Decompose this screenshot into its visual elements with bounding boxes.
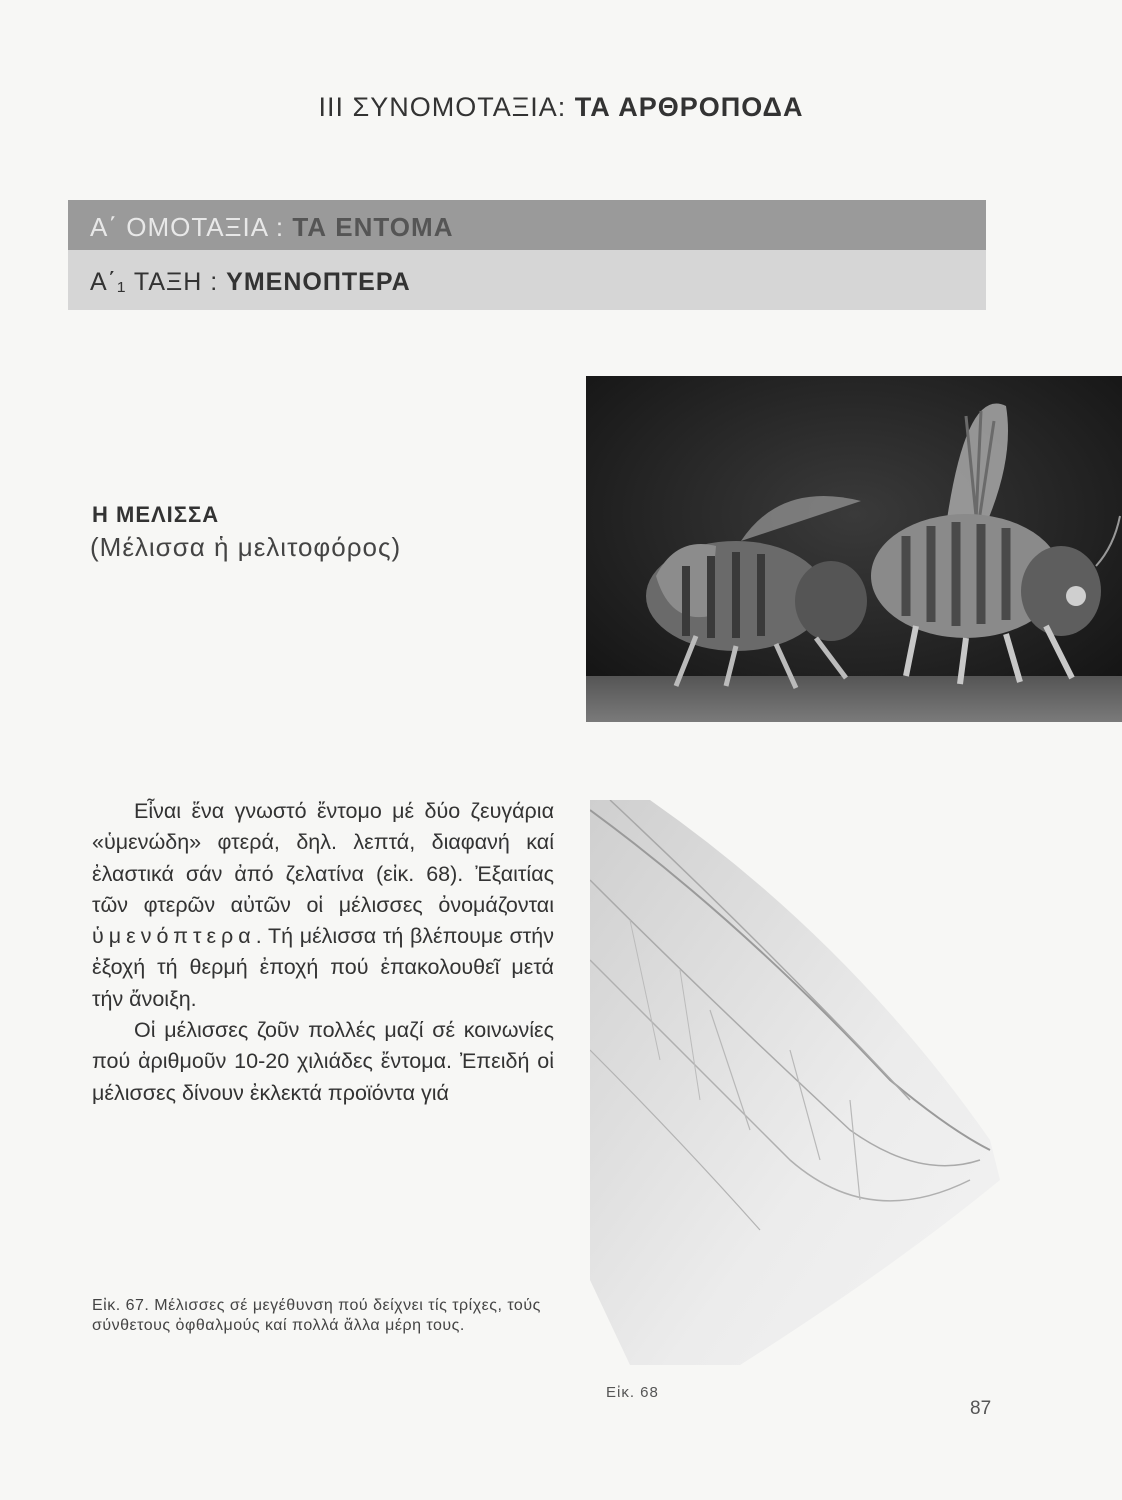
class-heading-bold: ΤΑ ΕΝΤΟΜΑ [292, 212, 454, 242]
paragraph-2: Οἱ μέλισσες ζοῦν πολλές μαζί σέ κοινωνίες πού ἀριθμοῦν 10-20 χιλιάδες ἔντομα. Ἐπειδή οἱ μέλισσες δίνουν ἐκλεκτά προϊόντα γιά [92, 1018, 554, 1105]
chapter-title-lead: III ΣΥΝΟΜΟΤΑΞΙΑ: [318, 92, 575, 122]
paragraph-1-spaced-term: ὑμενόπτερα [92, 924, 256, 949]
order-heading-lead: Α΄₁ ΤΑΞΗ : [90, 268, 227, 296]
wing-photo-illustration [590, 800, 1010, 1365]
order-heading [90, 268, 411, 297]
class-heading [90, 212, 453, 243]
page-number: 87 [970, 1398, 992, 1419]
paragraph-1-part-a: Εἶναι ἕνα γνωστό ἔντομο μέ δύο ζευγάρια «ὑμενώδη» φτερά, δηλ. λεπτά, διαφανή καί ἐλαστικά σάν ἀπό ζελατίνα (εἰκ. 68). Ἐξαιτίας τῶν φτερῶν αὐτῶν οἱ μέλισσες ὀνομάζονται [92, 799, 554, 917]
paragraph-1-part-b: . Τή μέλισσα τή βλέπουμε στήν ἐξοχή τή θερμή ἐποχή πού ἐπακολουθεῖ μετά τήν ἄνοιξη. [92, 924, 554, 1011]
species-name: Η ΜΕΛΙΣΣΑ [92, 502, 220, 527]
chapter-title [0, 92, 1122, 123]
class-heading-lead: Α΄ ΟΜΟΤΑΞΙΑ : [90, 212, 293, 242]
wing-photo [590, 800, 1010, 1365]
bees-photo-illustration [586, 376, 1122, 722]
species-scientific-name: (Μέλισσα ἡ μελιτοφόρος) [90, 532, 402, 562]
figure-67-caption: Εἰκ. 67. Μέλισσες σέ μεγέθυνση πού δείχνει τίς τρίχες, τούς σύνθετους ὀφθαλμούς καί πολλά ἄλλα μέρη τους. [92, 1297, 541, 1334]
bees-photo [586, 376, 1122, 722]
order-heading-bold: ΥΜΕΝΟΠΤΕΡΑ [226, 268, 411, 296]
chapter-title-bold: ΤΑ ΑΡΘΡΟΠΟΔΑ [574, 92, 804, 122]
figure-68-label: Εἰκ. 68 [606, 1384, 659, 1401]
paragraph-1 [92, 796, 554, 1015]
body-text [92, 796, 554, 1109]
